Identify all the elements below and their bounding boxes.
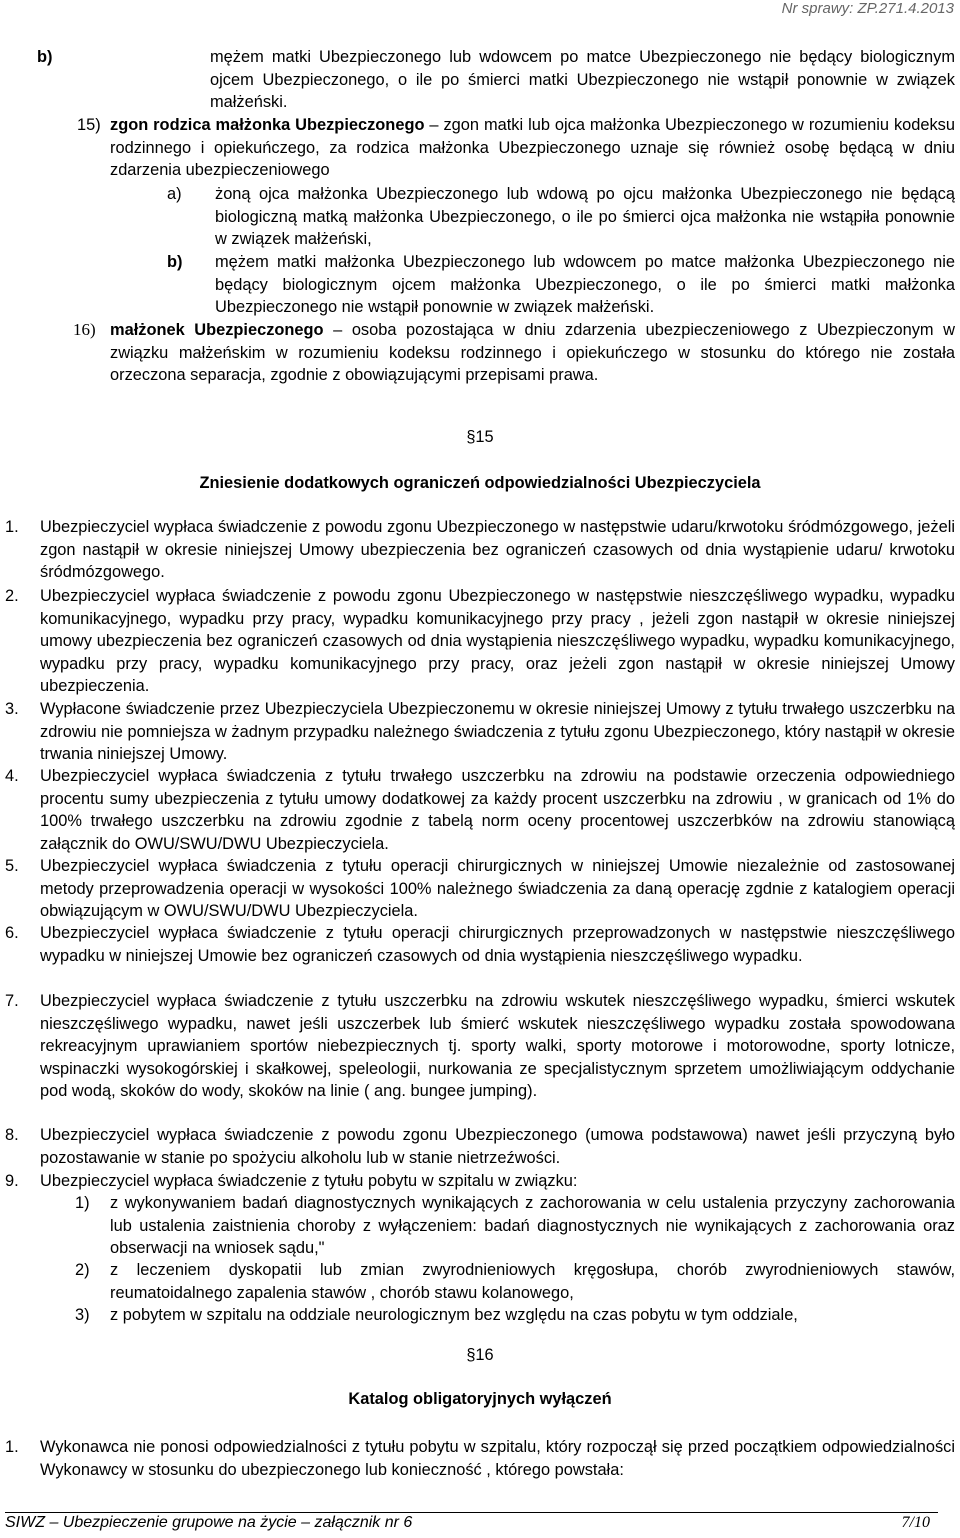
section15-subitem-text: z pobytem w szpitalu na oddziale neurologicznym bez względu na czas pobytu w tym oddziale, — [110, 1306, 798, 1324]
section15-subitem-text: z leczeniem dyskopatii lub zmian zwyrodnieniowych kręgosłupa, chorób zwyrodnieniowych stawów, reumatoidalnego zapalenia stawów , chorób stawu kolanowego, — [110, 1261, 955, 1302]
def15-b-label: b) — [167, 253, 183, 271]
section16-number: §16 — [466, 1346, 494, 1364]
case-number-header: Nr sprawy: ZP.271.4.2013 — [781, 0, 954, 17]
def15-a-text: żoną ojca małżonka Ubezpieczonego lub wdową po ojcu małżonka Ubezpieczonego nie będącą biologiczną matką małżonka Ubezpieczonego, o ile po śmierci ojca małżonka nie wstąpiła ponownie w związek małżeński, — [215, 185, 955, 249]
footer-title: SIWZ – Ubezpieczenie grupowe na życie – załącznik nr 6 — [5, 1514, 413, 1531]
section15-item-number: 6. — [5, 924, 19, 942]
def15-a-label: a) — [167, 185, 182, 203]
section15-item-text: Ubezpieczyciel wypłaca świadczenie z powodu zgonu Ubezpieczonego w następstwie udaru/krwotoku śródmózgowego, jeżeli zgon nastąpił w okresie niniejszej Umowy ubezpieczenia bez ograniczeń czasowych od dnia wystąpienie udaru/ krwotoku śródmózgowego. — [40, 518, 955, 582]
def15-b-text: mężem matki małżonka Ubezpieczonego lub wdowcem po matce małżonka Ubezpieczonego nie będący biologicznym ojcem małżonka Ubezpieczonego, o ile po śmierci matki małżonka Ubezpieczonego nie wstąpił ponownie w związek małżeński. — [215, 253, 955, 317]
section15-subitem-number: 1) — [75, 1194, 90, 1212]
section15-item-number: 1. — [5, 518, 19, 536]
section15-subitem-number: 2) — [75, 1261, 90, 1279]
section15-item-text: Ubezpieczyciel wypłaca świadczenie z tytułu pobytu w szpitalu w związku: — [40, 1172, 578, 1190]
def15-paragraph — [110, 114, 955, 182]
def15-term: zgon rodzica małżonka Ubezpieczonego — [110, 116, 425, 134]
section16-title: Katalog obligatoryjnych wyłączeń — [348, 1390, 612, 1408]
section15-item-number: 4. — [5, 767, 19, 785]
def16-text: – osoba pozostająca w dniu zdarzenia ubezpieczeniowego z Ubezpieczonym w związku małżeńskim w rozumieniu kodeksu rodzinnego i opiekuńczego w stosunku do którego nie została orzeczona separacja, zgodnie z obowiązującymi przepisami prawa. — [110, 321, 955, 385]
section15-item-number: 2. — [5, 587, 19, 605]
section15-number: §15 — [466, 428, 494, 446]
def16-term: małżonek Ubezpieczonego — [110, 321, 324, 339]
section15-item-text: Ubezpieczyciel wypłaca świadczenie z tytułu uszczerbku na zdrowiu wskutek nieszczęśliwego wypadku, śmierci wskutek nieszczęśliwego wypadku, nawet jeśli uszczerbek lub śmierć wskutek nieszczęśliwego wypadku została spowodowana rekreacyjnym uprawianiem sportów niebezpiecznych tj. sporty walki, sporty motorowe i motorowodne, sporty lotnicze, wspinaczki wysokogórskiej i skałkowej, speleologii, nurkowania ze specjalistycznym sprzetem umożliwiającym oddychanie pod wodą, skoków do wody, skoków na linie ( ang. bungee jumping). — [40, 992, 955, 1101]
section15-subitem-text: z wykonywaniem badań diagnostycznych wynikających z zachorowania w celu ustalenia przyczyny zachorowania lub ustalenia zaistnienia choroby z wyłączeniem: badań diagnostycznych nie wynikających z zachorowania oraz obserwacji na wniosek sądu," — [110, 1194, 955, 1258]
def15-text: – zgon matki lub ojca małżonka Ubezpieczonego w rozumieniu kodeksu rodzinnego i opiekuńczego, za rodzica małżonka Ubezpieczonego uznaje się również osobę będącą w dniu zdarzenia ubezpieczeniowego — [110, 116, 955, 180]
footer-page-number: 7/10 — [901, 1514, 930, 1531]
section16-item-number: 1. — [5, 1438, 19, 1456]
section15-item-number: 9. — [5, 1172, 19, 1190]
def15-number: 15) — [77, 116, 101, 134]
section15-item-number: 7. — [5, 992, 19, 1010]
section15-subitem-number: 3) — [75, 1306, 90, 1324]
section15-item-number: 8. — [5, 1126, 19, 1144]
section15-item-number: 3. — [5, 700, 19, 718]
def16-paragraph — [110, 319, 955, 387]
section15-item-text: Ubezpieczyciel wypłaca świadczenia z tytułu trwałego uszczerbku na zdrowiu na podstawie orzeczenia odpowiedniego procentu sumy ubezpieczenia z tytułu umowy dodatkowej za każdy procent uszczerbku na zdrowiu , w granicach od 1% do 100% trwałego uszczerbku na zdrowiu zgodnie z tabelą norm oceny procentowej uszczerbków na zdrowiu stanowiącą załącznik do OWU/SWU/DWU Ubezpieczyciela. — [40, 767, 955, 853]
section15-item-number: 5. — [5, 857, 19, 875]
intro-b-label: b) — [37, 48, 53, 66]
section15-item-text: Ubezpieczyciel wypłaca świadczenie z tytułu operacji chirurgicznych przeprowadzonych w następstwie nieszczęśliwego wypadku w niniejszej Umowie bez ograniczeń czasowych od dnia wystąpienia nieszczęśliwego wypadku. — [40, 924, 955, 965]
section15-item-text: Ubezpieczyciel wypłaca świadczenie z powodu zgonu Ubezpieczonego w następstwie nieszczęśliwego wypadku, wypadku komunikacyjnego, wypadku przy pracy, wypadku komunikacyjnego przy pracy , jeżeli zgon nastąpił w okresie niniejszej umowy ubezpieczenia bez ograniczeń czasowych od dnia wystąpienia nieszczęśliwego wypadku, wypadku komunikacyjnego, wypadku przy pracy, wypadku komunikacyjnego przy pracy, oraz jeżeli zgon nastąpił w okresie niniejszej Umowy ubezpieczenia. — [40, 587, 955, 696]
def16-number: 16) — [73, 320, 96, 339]
section15-item-text: Ubezpieczyciel wypłaca świadczenie z powodu zgonu Ubezpieczonego (umowa podstawowa) nawet jeśli przyczyną było pozostawanie w stanie po spożyciu alkoholu lub w stanie nietrzeźwości. — [40, 1126, 955, 1167]
intro-b-text: mężem matki Ubezpieczonego lub wdowcem po matce Ubezpieczonego nie będący biologicznym ojcem Ubezpieczonego, o ile po śmierci matki Ubezpieczonego nie wstąpił ponownie w związek małżeński. — [210, 48, 955, 112]
section15-item-text: Wypłacone świadczenie przez Ubezpieczyciela Ubezpieczonemu w okresie niniejszej Umowy z tytułu trwałego uszczerbku na zdrowiu nie pomniejsza w żadnym przypadku należnego świadczenia z tytułu zgonu Ubezpieczonego, który nastąpił w okresie trwania niniejszej Umowy. — [40, 700, 955, 764]
section16-item-text: Wykonawca nie ponosi odpowiedzialności z tytułu pobytu w szpitalu, który rozpoczął się przed początkiem odpowiedzialności Wykonawcy w stosunku do ubezpieczonego lub konieczność , którego powstała: — [40, 1438, 955, 1479]
section15-item-text: Ubezpieczyciel wypłaca świadczenia z tytułu operacji chirurgicznych w niniejszej Umowie niezależnie od zastosowanej metody przeprowadzenia operacji w wysokości 100% należnego świadczenia za daną operację zgdnie z katalogiem operacji obwiązującym w OWU/SWU/DWU Ubezpieczyciela. — [40, 857, 955, 921]
section15-title: Zniesienie dodatkowych ograniczeń odpowiedzialności Ubezpieczyciela — [199, 474, 761, 492]
footer-rule — [5, 1512, 938, 1513]
